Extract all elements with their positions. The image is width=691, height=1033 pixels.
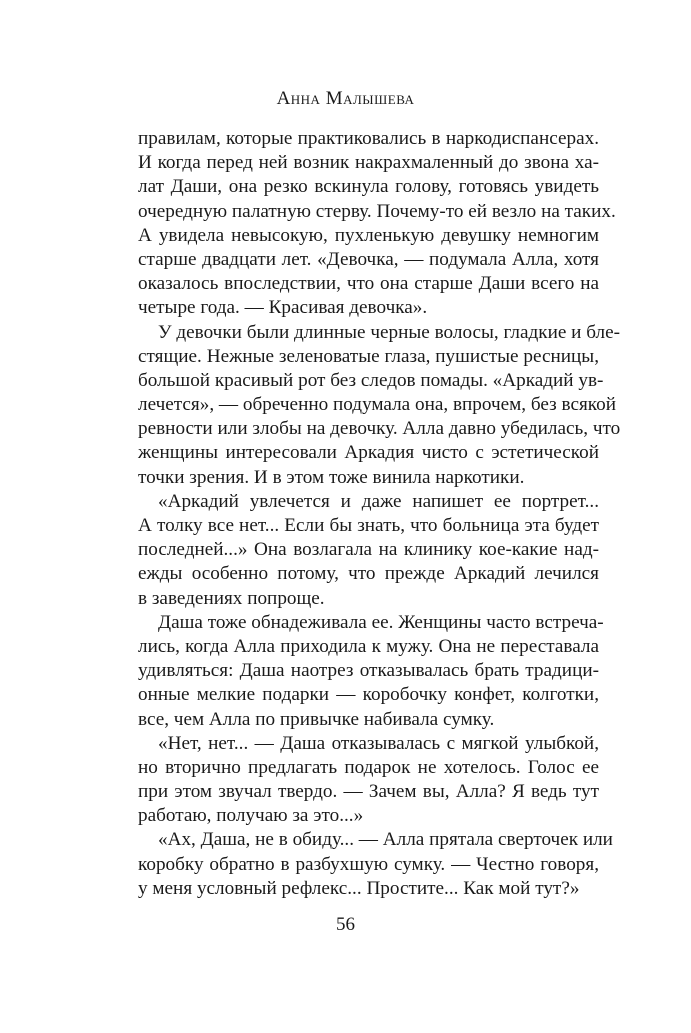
text-line: лечется», — обреченно подумала она, впрочем, без всякой	[138, 394, 617, 416]
text-line: при этом звучал твердо. — Зачем вы, Алла? Я ведь тут	[138, 781, 599, 803]
text-line: стящие. Нежные зеленоватые глаза, пушистые ресницы,	[138, 345, 599, 367]
text-line: лат Даши, она резко вскинула голову, готовясь увидеть	[138, 176, 599, 198]
paragraph	[138, 321, 621, 490]
text-line: правилам, которые практиковались в наркодиспансерах.	[138, 128, 599, 149]
text-line: «Нет, нет... — Даша отказывалась с мягкой улыбкой,	[158, 732, 599, 754]
text-line: в заведениях попроще.	[138, 587, 325, 609]
text-line: А увидела невысокую, пухленькую девушку немногим	[138, 224, 599, 246]
page-number: 56	[336, 914, 355, 935]
text-line: последней...» Она возлагала на клинику кое-какие над-	[138, 539, 599, 561]
text-line: все, чем Алла по привычке набивала сумку.	[138, 708, 495, 730]
text-line: старше двадцати лет. «Девочка, — подумала Алла, хотя	[138, 248, 599, 270]
text-line: удивляться: Даша наотрез отказывалась брать традици-	[138, 660, 599, 682]
text-line: очередную палатную стерву. Почему-то ей везло на таких.	[138, 200, 616, 222]
text-line: коробку обратно в разбухшую сумку. — Честно говоря,	[138, 853, 599, 875]
paragraph	[138, 732, 599, 829]
paragraph	[138, 828, 613, 901]
text-line: «Аркадий увлечется и даже напишет ее портрет...	[158, 490, 599, 512]
text-line: лись, когда Алла приходила к мужу. Она не переставала	[138, 635, 599, 657]
text-line: работаю, получаю за это...»	[138, 805, 364, 827]
text-line: но вторично предлагать подарок не хотелось. Голос ее	[138, 756, 599, 778]
text-line: онные мелкие подарки — коробочку конфет, колготки,	[138, 684, 599, 706]
paragraph	[138, 490, 599, 611]
text-line: А толку все нет... Если бы знать, что больница эта будет	[138, 515, 599, 536]
text-line: У девочки были длинные черные волосы, гладкие и бле-	[158, 321, 620, 343]
paragraph	[138, 611, 604, 732]
text-line: четыре года. — Красивая девочка».	[138, 297, 428, 319]
text-line: ревности или злобы на девочку. Алла давно убедилась, что	[138, 418, 621, 440]
running-header: Анна Малышева	[276, 88, 415, 109]
text-line: Даша тоже обнадеживала ее. Женщины часто встреча-	[158, 611, 604, 633]
text-line: женщины интересовали Аркадия чисто с эстетической	[138, 442, 599, 464]
text-line: «Ах, Даша, не в обиду... — Алла прятала сверточек или	[158, 829, 613, 851]
text-line: большой красивый рот без следов помады. «Аркадий ув-	[138, 369, 604, 391]
text-line: точки зрения. И в этом тоже винила наркотики.	[138, 466, 525, 488]
text-line: ежды особенно потому, что прежде Аркадий лечился	[138, 563, 599, 585]
paragraph	[138, 127, 616, 321]
text-line: оказалось впоследствии, что она старше Даши всего на	[138, 273, 599, 295]
body-text	[138, 127, 621, 901]
text-line: у меня условный рефлекс... Простите... Как мой тут?»	[138, 877, 580, 899]
text-line: И когда перед ней возник накрахмаленный до звона ха-	[138, 152, 599, 174]
